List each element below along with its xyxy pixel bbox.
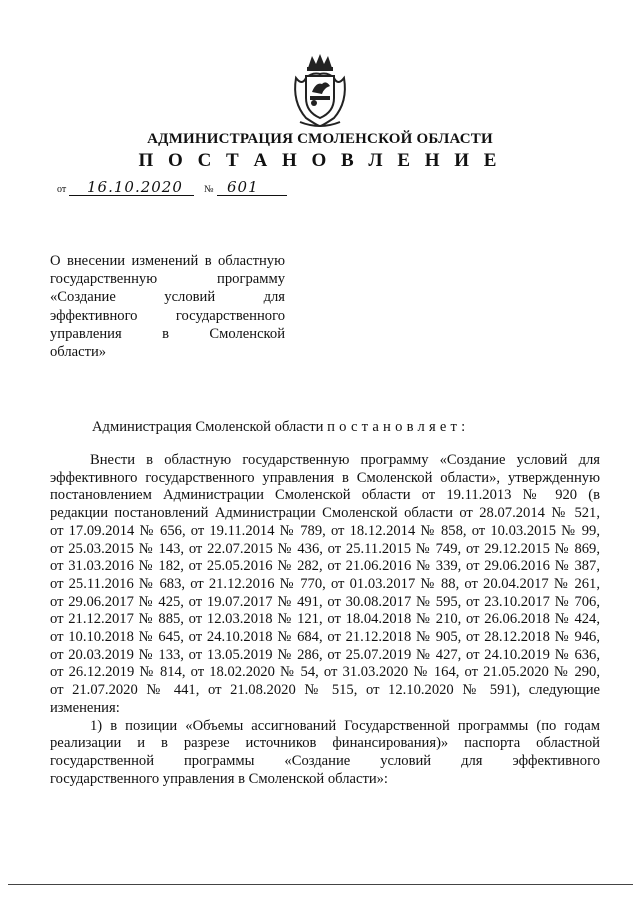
subject-line: «Создание условий для [50, 289, 285, 306]
number-value: 601 [227, 178, 259, 196]
body-line: государственной программы «Создание условий для эффективного [50, 752, 600, 769]
body-line: от 21.07.2020 № 441, от 21.08.2020 № 515, от 12.10.2020 № 591), следующие [50, 682, 600, 699]
body-line: от 10.10.2018 № 645, от 24.10.2018 № 684, от 21.12.2018 № 905, от 28.12.2018 № 946, [50, 629, 600, 646]
decree-statement [92, 418, 469, 436]
subject-line: эффективного государственного [50, 307, 285, 324]
body-line: от 25.11.2016 № 683, от 21.12.2016 № 770, от 01.03.2017 № 88, от 20.04.2017 № 261, [50, 575, 600, 592]
decree-verb: постановляет: [327, 419, 470, 435]
number-label: № [204, 184, 214, 195]
page-bottom-divider [8, 884, 633, 885]
decree-prefix: Администрация Смоленской области [92, 419, 328, 435]
body-line: реализации и в разрезе источников финансирования)» паспорта областной [50, 735, 600, 752]
document-subject [50, 252, 285, 361]
body-line: от 26.12.2019 № 814, от 18.02.2020 № 54, от 31.03.2020 № 164, от 21.05.2020 № 290, [50, 664, 600, 681]
body-line: от 17.09.2014 № 656, от 19.11.2014 № 789, от 18.12.2014 № 858, от 10.03.2015 № 99, [50, 522, 600, 539]
body-line: государственного управления в Смоленской области»: [50, 770, 388, 787]
body-line: редакции постановлений Администрации Смоленской области от 28.07.2014 № 521, [50, 505, 600, 522]
body-line: от 29.06.2017 № 425, от 19.07.2017 № 491, от 30.08.2017 № 595, от 23.10.2017 № 706, [50, 593, 600, 610]
document-type: П О С Т А Н О В Л Е Н И Е [138, 150, 502, 171]
organization-name: АДМИНИСТРАЦИЯ СМОЛЕНСКОЙ ОБЛАСТИ [147, 131, 493, 147]
body-line: изменения: [50, 699, 120, 716]
date-value: 16.10.2020 [87, 178, 183, 196]
body-line: эффективного государственного управления в Смоленской области», утвержденную [50, 469, 600, 486]
body-line: от 20.03.2019 № 133, от 13.05.2019 № 286, от 25.07.2019 № 427, от 24.10.2019 № 636, [50, 646, 600, 663]
body-line: постановлением Администрации Смоленской области от 19.11.2013 № 920 (в [50, 487, 600, 504]
date-label: от [57, 184, 67, 195]
smolensk-coat-of-arms-icon [288, 52, 352, 128]
subject-line: государственную программу [50, 271, 285, 288]
subject-line: области» [50, 344, 107, 361]
body-line: Внести в областную государственную программу «Создание условий для [90, 452, 600, 468]
body-line: 1) в позиции «Объемы ассигнований Государственной программы (по годам [90, 717, 600, 734]
subject-line: О внесении изменений в областную [50, 253, 285, 269]
body-line: от 25.03.2015 № 143, от 22.07.2015 № 436, от 25.11.2015 № 749, от 29.12.2015 № 869, [50, 540, 600, 557]
subject-line: управления в Смоленской [50, 325, 285, 342]
body-line: от 31.03.2016 № 182, от 25.05.2016 № 282, от 21.06.2016 № 339, от 29.06.2016 № 387, [50, 558, 600, 575]
document-body [50, 452, 600, 788]
body-line: от 21.12.2017 № 885, от 12.03.2018 № 121, от 18.04.2018 № 210, от 26.06.2018 № 424, [50, 611, 600, 628]
